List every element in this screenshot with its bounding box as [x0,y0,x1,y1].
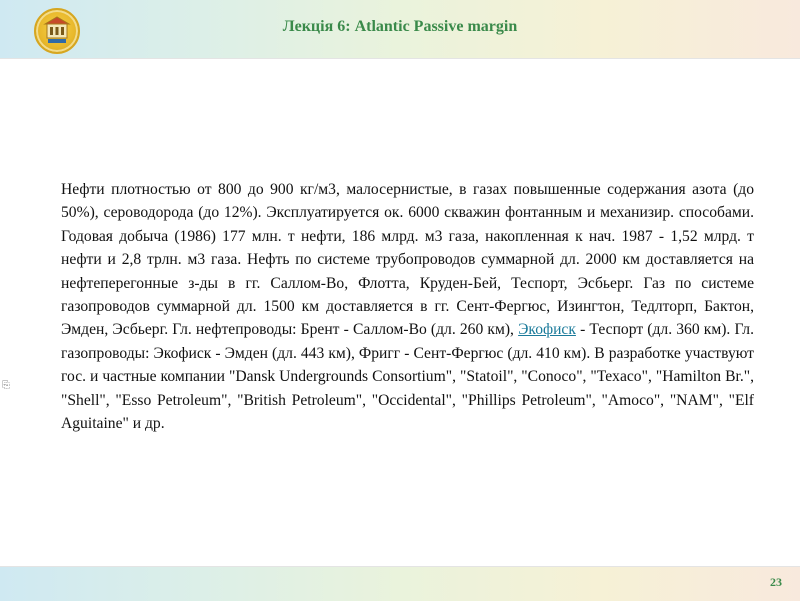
ekofisk-link[interactable]: Экофиск [518,321,576,339]
slide-footer [0,566,800,601]
body-text [61,178,754,435]
small-glyph-icon: ⎘ [2,380,10,391]
body-text-part-1: Нефти плотностью от 800 до 900 кг/м3, малосернистые, в газах повышенные содержания азота (до 50%), сероводорода (до 12%). Эксплуатируется ок. 6000 скважин фонтанным и механизир. способами. Годовая добыча (1986) 177 млн. т нефти, 186 млрд. м3 газа, накопленная к нач. 1987 - 1,52 млрд. т нефти и 2,8 трлн. м3 газа. Нефть по системе трубопроводов суммарной дл. 2000 км доставляется на нефтеперегонные з-ды в гг. Саллом-Во, Флотта, Круден-Бей, Теспорт, Эсбьерг. Газ по системе газопроводов суммарной дл. 1500 км доставляется в гг. Сент-Фергюс, Изингтон, Тедлторп, Бактон, Эмден, Эсбьерг. Гл. нефтепроводы: Брент - Саллом-Во (дл. 260 км), [61,181,754,339]
body-text-part-2: - Теспорт (дл. 360 км). Гл. газопроводы: Экофиск - Эмден (дл. 443 км), Фригг - Сент-Фергюс (дл. 410 км). В разработке участвуют гос. и частные компании "Dansk Undergrounds Consortium", "Statoil", "Conoco", "Texaco", "Hamilton Br.", "Shell", "Esso Petroleum", "British Petroleum", "Occidental", "Phillips Petroleum", "Amoco", "NAM", "Elf Aguitaine" и др. [61,321,754,433]
slide-header [0,0,800,59]
slide-title: Лекція 6: Atlantic Passive margin [282,18,518,35]
page-number: 23 [770,575,782,589]
